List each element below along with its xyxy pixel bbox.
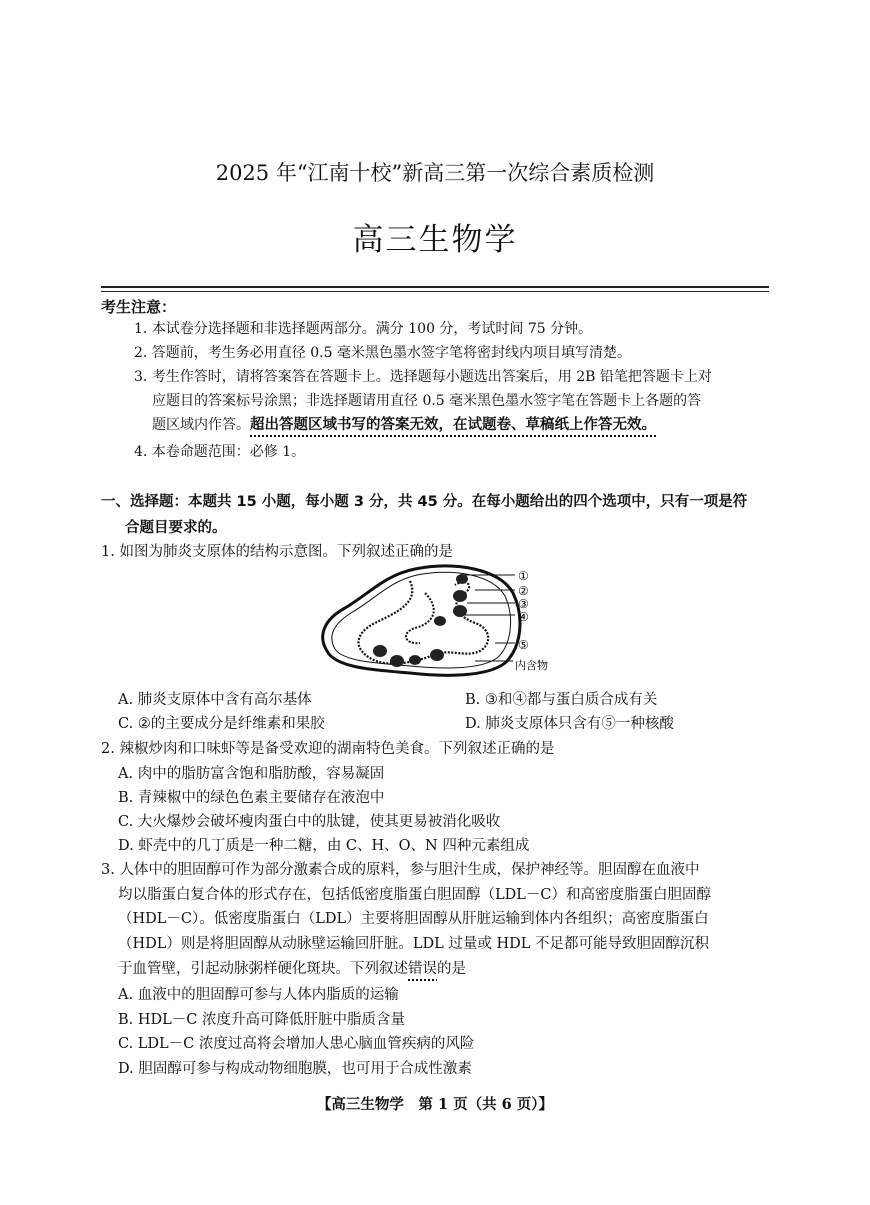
question-3-stem-line-3: （HDL－C）。低密度脂蛋白（LDL）主要将胆固醇从肝脏运输到体内各组织；高密度脂蛋白 — [118, 911, 709, 927]
figure-label-3: ③ — [518, 597, 529, 611]
question-1-option-d: D. 肺炎支原体只含有⑤一种核酸 — [465, 716, 674, 732]
cell-membrane-inner — [332, 572, 511, 668]
question-1-stem: 1. 如图为肺炎支原体的结构示意图。下列叙述正确的是 — [101, 544, 453, 560]
question-1-option-a: A. 肺炎支原体中含有高尔基体 — [118, 692, 312, 708]
notice-heading: 考生注意： — [101, 298, 177, 316]
notice-item-3-line-1: 3. 考生作答时，请将答案答在答题卡上。选择题每小题选出答案后，用 2B 铅笔把答题卡上对 — [134, 369, 712, 385]
page-footer: 【高三生物学 第 1 页（共 6 页）】 — [316, 1096, 554, 1113]
notice-item-1: 1. 本试卷分选择题和非选择题两部分。满分 100 分，考试时间 75 分钟。 — [134, 321, 593, 337]
subject-title: 高三生物学 — [352, 222, 518, 258]
notice-item-3-line-2: 应题目的答案标号涂黑；非选择题请用直径 0.5 毫米黑色墨水签字笔在答题卡上各题的答 — [152, 393, 702, 409]
figure-label-5: ⑤ — [518, 638, 529, 652]
dna-strand-loop — [406, 593, 434, 643]
question-1-option-c: C. ②的主要成分是纤维素和果胶 — [118, 716, 325, 732]
section-1-instructions-line-2: 合题目要求的。 — [125, 520, 227, 536]
question-3-stem-line-2: 均以脂蛋白复合体的形式存在，包括低密度脂蛋白胆固醇（LDL－C）和高密度脂蛋白胆固醇 — [118, 887, 711, 903]
notice-item-3-emphasis: 超出答题区域书写的答案无效，在试题卷、草稿纸上作答无效。 — [250, 417, 656, 433]
notice-item-3-line-3 — [152, 414, 656, 436]
question-3-option-b: B. HDL－C 浓度升高可降低肝脏中脂质含量 — [118, 1012, 405, 1028]
mycoplasma-structure-figure — [315, 563, 555, 681]
figure-label-1: ① — [518, 569, 529, 583]
exam-title: 2025 年“江南十校”新高三第一次综合素质检测 — [215, 161, 655, 185]
question-3-option-d: D. 胆固醇可参与构成动物细胞膜，也可用于合成性激素 — [118, 1061, 472, 1077]
question-3-option-c: C. LDL－C 浓度过高将会增加人患心脑血管疾病的风险 — [118, 1036, 475, 1052]
header-divider-thin — [101, 291, 769, 292]
question-3-stem-line-5 — [118, 957, 466, 978]
question-2-option-a: A. 肉中的脂肪富含饱和脂肪酸，容易凝固 — [118, 766, 385, 782]
figure-label-2: ② — [518, 584, 529, 598]
notice-item-3-plain: 题区域内作答。 — [152, 417, 250, 433]
question-3-emphasis-word: 错误 — [408, 961, 437, 977]
question-2-stem: 2. 辣椒炒肉和口味虾等是备受欢迎的湖南特色美食。下列叙述正确的是 — [101, 741, 555, 757]
question-3-option-a: A. 血液中的胆固醇可参与人体内脂质的运输 — [118, 987, 399, 1003]
notice-item-2: 2. 答题前，考生务必用直径 0.5 毫米黑色墨水签字笔将密封线内项目填写清楚。 — [134, 345, 631, 361]
question-3-stem-line-4: （HDL）则是将胆固醇从动脉壁运输回肝脏。LDL 过量或 HDL 不足都可能导致胆固醇沉积 — [118, 936, 710, 952]
question-3-stem-line-5-start: 于血管壁，引起动脉粥样硬化斑块。下列叙述 — [118, 961, 408, 977]
question-3-stem-line-5-end: 的是 — [437, 961, 466, 977]
figure-label-4: ④ — [518, 610, 529, 624]
section-1-instructions-line-1: 一、选择题：本题共 15 小题，每小题 3 分，共 45 分。在每小题给出的四个选项中，只有一项是符 — [101, 494, 748, 510]
question-2-option-c: C. 大火爆炒会破坏瘦肉蛋白中的肽键，使其更易被消化吸收 — [118, 814, 501, 830]
label-leader-lines — [465, 575, 515, 661]
question-1-option-b: B. ③和④都与蛋白质合成有关 — [465, 692, 658, 708]
question-2-option-b: B. 青辣椒中的绿色色素主要储存在液泡中 — [118, 790, 385, 806]
notice-item-4: 4. 本卷命题范围：必修 1。 — [134, 444, 306, 460]
question-2-option-d: D. 虾壳中的几丁质是一种二糖，由 C、H、O、N 四种元素组成 — [118, 838, 530, 854]
header-divider-thick — [101, 286, 769, 288]
question-3-stem-line-1: 3. 人体中的胆固醇可作为部分激素合成的原料，参与胆汁生成，保护神经等。胆固醇在血液中 — [101, 862, 700, 878]
figure-label-contents: 内含物 — [515, 659, 548, 672]
